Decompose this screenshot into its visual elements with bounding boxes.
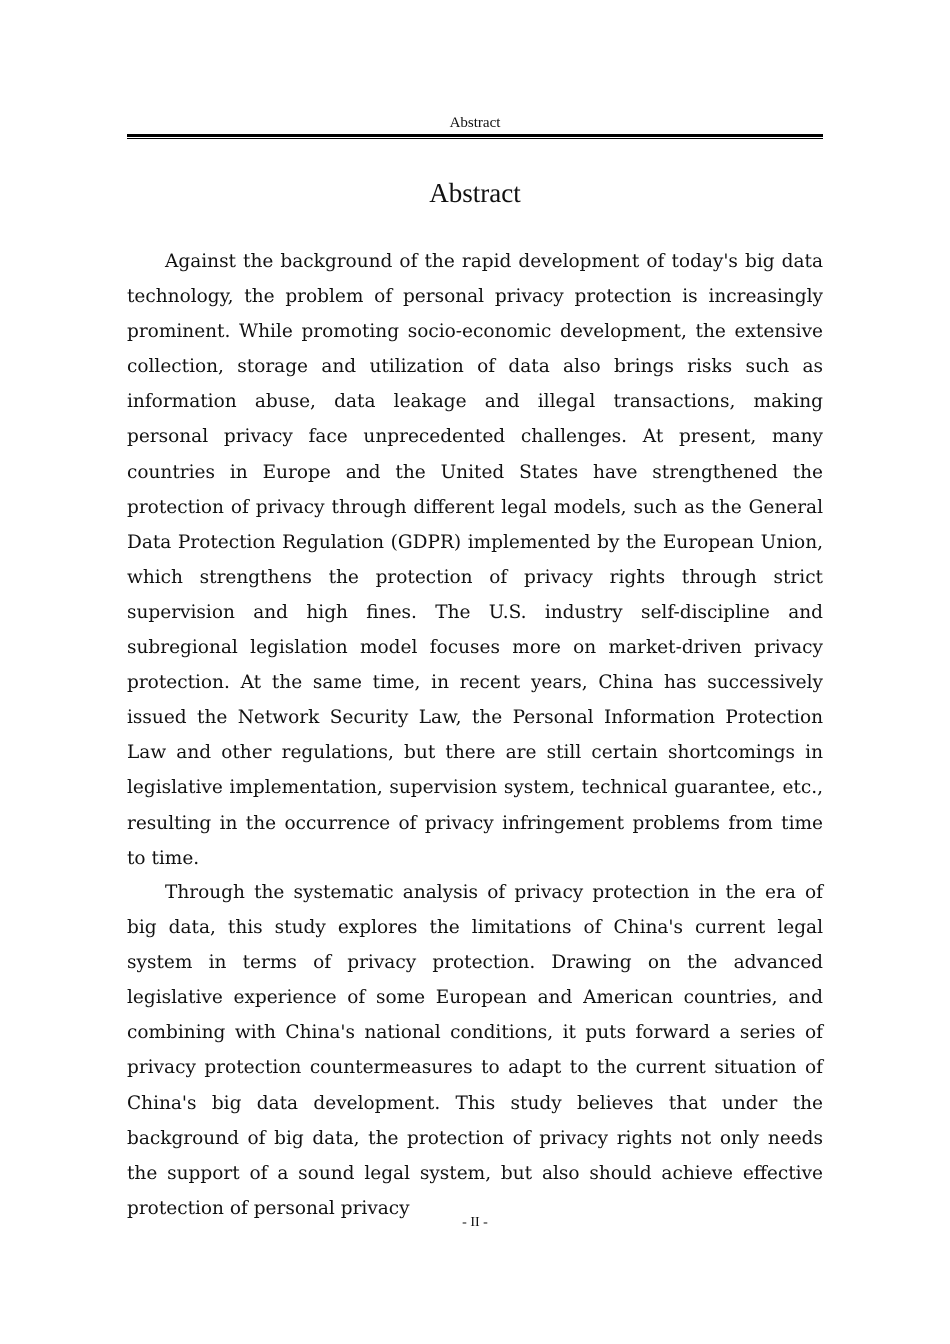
header-rule-thick <box>127 134 823 137</box>
page-number: - II - <box>462 1215 488 1230</box>
abstract-paragraph-2: Through the systematic analysis of privacy protection in the era of big data, this study explores the limitations of China's current legal system in terms of privacy protection. Drawing on the advanced legislative experience of some European and American countries, and combining with China's national conditions, it puts forward a series of privacy protection countermeasures to adapt to the current situation of China's big data development. This study believes that under the background of big data, the protection of privacy rights not only needs the support of a sound legal system, but also should achieve effective protection of personal privacy <box>127 882 823 1219</box>
page-title: Abstract <box>429 178 521 208</box>
running-header: Abstract <box>449 115 501 131</box>
abstract-paragraph-1: Against the background of the rapid development of today's big data technology, the problem of personal privacy protection is increasingly prominent. While promoting socio-economic development, the extensive collection, storage and utilization of data also brings risks such as information abuse, data leakage and illegal transactions, making personal privacy face unprecedented challenges. At present, many countries in Europe and the United States have strengthened the protection of privacy through different legal models, such as the General Data Protection Regulation (GDPR) implemented by the European Union, which strengthens the protection of privacy rights through strict supervision and high fines. The U.S. industry self-discipline and subregional legislation model focuses more on market-driven privacy protection. At the same time, in recent years, China has successively issued the Network Security Law, the Personal Information Protection Law and other regulations, but there are still certain shortcomings in legislative implementation, supervision system, technical guarantee, etc., resulting in the occurrence of privacy infringement problems from time to time. <box>127 251 823 869</box>
header-rule-thin <box>127 138 823 139</box>
